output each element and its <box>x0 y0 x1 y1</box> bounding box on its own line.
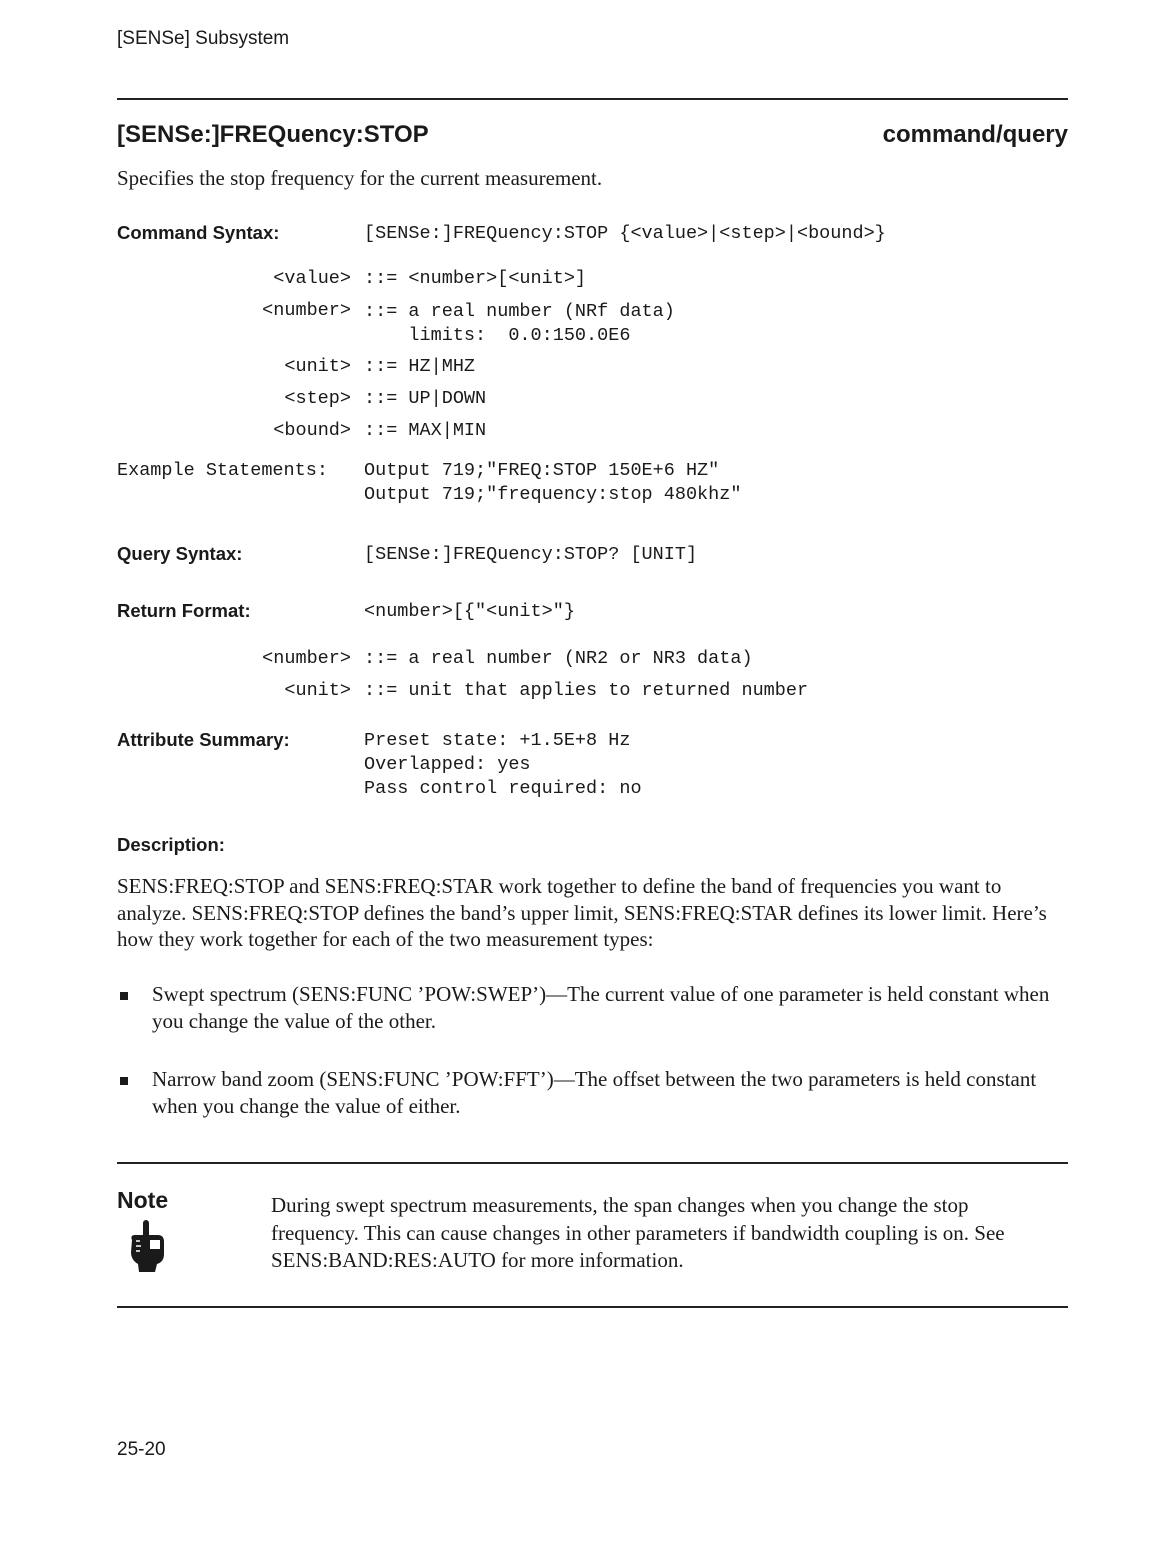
pointing-hand-icon <box>124 1218 174 1274</box>
syntax-definition: ::= UP|DOWN <box>364 388 487 409</box>
example-statement: Output 719;"frequency:stop 480khz" <box>364 484 742 505</box>
command-syntax: [SENSe:]FREQuency:STOP {<value>|<step>|<bound>} <box>364 223 886 244</box>
note-top-divider <box>117 1162 1068 1164</box>
syntax-definition: ::= a real number (NRf data) limits: 0.0:150.0E6 <box>364 301 675 346</box>
syntax-term: <value> <box>273 268 351 289</box>
bullet-item: Swept spectrum (SENS:FUNC ’POW:SWEP’)—The current value of one parameter is held constant when you change the value of the other. <box>152 982 1050 1033</box>
example-statement: Output 719;"FREQ:STOP 150E+6 HZ" <box>364 460 720 481</box>
syntax-definition: ::= HZ|MHZ <box>364 356 476 377</box>
return-term: <unit> <box>284 680 351 701</box>
running-header: [SENSe] Subsystem <box>117 28 290 49</box>
syntax-term: <step> <box>284 388 351 409</box>
attribute-line: Overlapped: yes <box>364 754 531 775</box>
bullet-item: Narrow band zoom (SENS:FUNC ’POW:FFT’)—The offset between the two parameters is held constant when you change the value of either. <box>152 1067 1037 1118</box>
syntax-definition: ::= <number>[<unit>] <box>364 268 587 289</box>
return-format-label: Return Format: <box>117 600 251 621</box>
return-format: <number>[{"<unit>"} <box>364 601 575 622</box>
syntax-definition: ::= MAX|MIN <box>364 420 487 441</box>
command-title: [SENSe:]FREQuency:STOP <box>117 121 429 148</box>
query-syntax: [SENSe:]FREQuency:STOP? [UNIT] <box>364 544 698 565</box>
attribute-line: Pass control required: no <box>364 778 642 799</box>
note-label: Note <box>117 1187 169 1213</box>
syntax-term: <bound> <box>273 420 351 441</box>
return-definition: ::= unit that applies to returned number <box>364 680 809 701</box>
command-summary: Specifies the stop frequency for the current measurement. <box>117 166 603 190</box>
attribute-summary-label: Attribute Summary: <box>117 729 290 750</box>
description-label: Description: <box>117 834 225 855</box>
syntax-term: <unit> <box>284 356 351 377</box>
note-text: During swept spectrum measurements, the span changes when you change the stop frequency. This can cause changes in other parameters if bandwidth coupling is on. See SENS:BAND:RES:AUTO for more information. <box>271 1193 1005 1272</box>
examples-label: Example Statements: <box>117 460 328 481</box>
attribute-line: Preset state: +1.5E+8 Hz <box>364 730 631 751</box>
note-bottom-divider <box>117 1306 1068 1308</box>
header-divider <box>117 98 1068 100</box>
syntax-term: <number> <box>262 300 351 321</box>
description-paragraph: SENS:FREQ:STOP and SENS:FREQ:STAR work together to define the band of frequencies you want to analyze. SENS:FREQ:STOP defines the band’s upper limit, SENS:FREQ:STAR defines its lower limit. Here’s how they work together for each of the two measurement types: <box>117 874 1047 951</box>
command-syntax-label: Command Syntax: <box>117 222 280 243</box>
query-syntax-label: Query Syntax: <box>117 543 243 564</box>
command-type: command/query <box>882 121 1068 148</box>
page-number: 25-20 <box>117 1439 166 1460</box>
return-term: <number> <box>262 648 351 669</box>
return-definition: ::= a real number (NR2 or NR3 data) <box>364 648 753 669</box>
bullet-icon <box>120 1077 128 1085</box>
bullet-icon <box>120 992 128 1000</box>
